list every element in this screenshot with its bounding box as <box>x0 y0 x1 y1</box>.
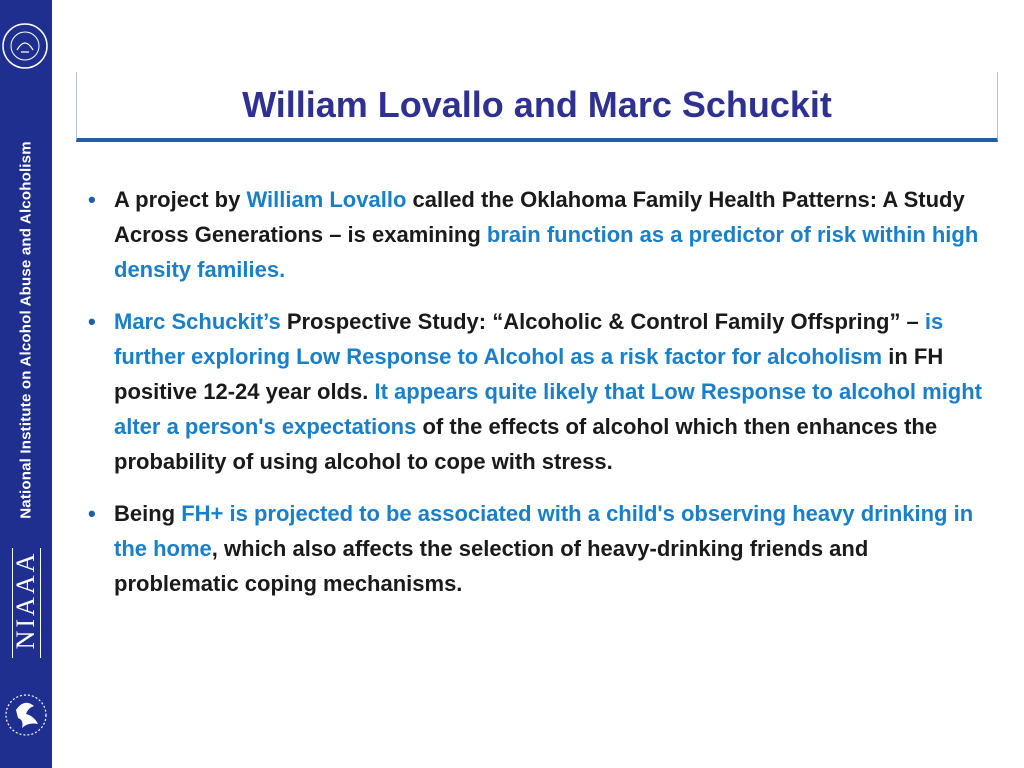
bullet-item <box>88 304 988 479</box>
highlighted-text: FH+ is projected to be associated with a child's observing heavy drinking in the home <box>114 501 974 561</box>
bullet-text: A project by <box>114 187 247 212</box>
bullet-text: Prospective Study: “Alcoholic & Control Family Offspring” – <box>280 309 925 334</box>
bullet-item <box>88 496 988 601</box>
highlighted-text: It appears quite likely that Low Response to alcohol might alter a person's expectations <box>114 379 983 439</box>
bullet-text: called the Oklahoma Family Health Patterns: A Study Across Generations – is examining <box>114 187 965 247</box>
title-box <box>76 72 998 142</box>
bullet-dot-icon: • <box>88 309 96 334</box>
bullet-text: in FH positive 12-24 year olds. <box>114 344 944 404</box>
nih-seal-icon <box>1 6 49 86</box>
bullet-dot-icon: • <box>88 187 96 212</box>
page-title: William Lovallo and Marc Schuckit <box>242 84 832 125</box>
hhs-eagle-logo-icon <box>4 680 48 750</box>
bullet-item <box>88 182 988 287</box>
bullet-text: , which also affects the selection of heavy-drinking friends and problematic coping mechanisms. <box>114 536 869 596</box>
sidebar-org-name: National Institute on Alcohol Abuse and Alcoholism <box>17 141 35 519</box>
highlighted-text: Marc Schuckit’s <box>114 309 281 334</box>
niaaa-sidebar <box>0 0 52 768</box>
bullet-dot-icon: • <box>88 501 96 526</box>
highlighted-text: is further exploring Low Response to Alcohol as a risk factor for alcoholism <box>114 309 944 369</box>
highlighted-text: brain function as a predictor of risk within high density families. <box>114 222 979 282</box>
bullet-list <box>88 182 988 618</box>
bullet-text: Being <box>114 501 182 526</box>
sidebar-acronym: NIAAA <box>11 550 40 650</box>
highlighted-text: William Lovallo <box>246 187 407 212</box>
bullet-text: of the effects of alcohol which then enhances the probability of using alcohol to cope with stress. <box>114 414 938 474</box>
